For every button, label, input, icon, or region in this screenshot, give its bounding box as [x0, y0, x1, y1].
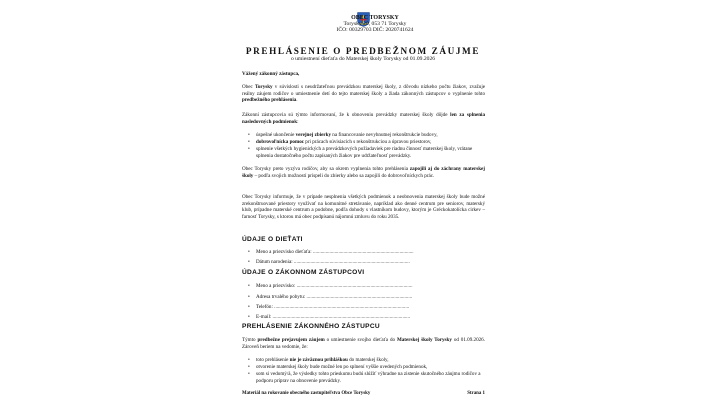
- info-paragraph: Obec Torysky informuje, že v prípade nesplnenia všetkých podmienok a neobnovenia materskej školy bude možné zrekonštruované priestory využívať na komunitné stretávanie, napríklad ako denné centrum pre seniorov, materský klub, prípadne materské centrum a podobne, podľa dohody s vlastníkom budovy, ktorým je Gréckokatolícka cirkev – farnosť Torysky, s ktorou má obec podpísanú nájomnú zmluvu do roku 2035.: [242, 194, 485, 220]
- declaration-section-heading: PREHLÁSENIE ZÁKONNÉHO ZÁSTUPCU: [242, 323, 380, 330]
- declaration-paragraph: Týmto predbežne prejavujem záujem o umiestnenie svojho dieťaťa do Materskej školy Torysky od 01.09.2026. Zároveň beriem na vedomie, že:: [242, 337, 485, 350]
- intro-paragraph: Obec Torysky v súvislosti s neudržateľnou prevádzkou materskej školy, z dôvodu nízkeho počtu žiakov, zvažuje reálny záujem rodičov o umiestnenie detí do tejto materskej školy a žiada zákonných zástupcov o vyplnenie tohto predbežného prehlásenia.: [242, 84, 485, 103]
- document-title: PREHLÁSENIE O PREDBEŽNOM ZÁUJME: [245, 46, 481, 56]
- org-name: OBEC TORYSKY: [351, 15, 399, 21]
- guardian-section-heading: ÚDAJE O ZÁKONNOM ZÁSTUPCOVI: [242, 269, 365, 276]
- page-number: Strana 1: [467, 391, 485, 396]
- org-address: Torysky 20, 053 71 Torysky: [343, 21, 407, 27]
- document-subtitle: o umiestnení dieťaťa do Materskej školy Torysky od 01.09.2026: [290, 56, 436, 62]
- appeal-paragraph: Obec Torysky preto vyzýva rodičov, aby sa okrem vyplnenia tohto prehlásenia zapojili aj do záchrany materskej školy – podľa svojich možností prispeli do zbierky alebo sa zapojili do dobrovoľníckych prác.: [242, 166, 485, 179]
- conditions-intro: Zákonní zástupcovia sú týmto informovaní, že k obnoveniu prevádzky materskej školy dôjde len za splnenia nasledovných podmienok:: [242, 112, 485, 125]
- footer-left: Materiál na rokovanie obecného zastupiteľstva Obce Torysky: [242, 391, 371, 396]
- page-footer: [242, 391, 485, 396]
- child-section-heading: ÚDAJE O DIEŤATI: [242, 236, 303, 243]
- salutation: Vážený zákonný zástupca,: [242, 71, 300, 77]
- org-ids: IČO: 00329703 DIČ: 2020741624: [336, 27, 414, 33]
- document-page: OBEC TORYSKY Torysky 20, 053 71 Torysky IČO: 00329703 DIČ: 2020741624 PREHLÁSENIE O PREDBEŽNOM ZÁUJME o umiestnení dieťaťa do Materskej školy Torysky od 01.09.2026 Vážený zákonný zástupca, Obec Torysky v súvislosti s neudržateľnou prevádzkou materskej školy, z dôvodu nízkeho počtu žiakov, zvažuje reálny záujem rodičov o umiestnenie detí do tejto materskej školy a žiada zákonných zástupcov o vyplnenie tohto predbežného prehlásenia. Zákonní zástupcovia sú týmto informovaní, že k obnoveniu prevádzky materskej školy dôjde len za splnenia nasledovných podmienok: • úspešné ukončenie verejnej zbierky na financovanie nevyhnutnej rekonštrukcie budovy, • dobrovoľnícka pomoc pri prácach súvisiacich s rekonštrukciou a úpravou priestorov, • splnenie všetkých hygienických a prevádzkových požiadaviek pre riadnu činnosť materskej školy, vrátane splnenia dostatočného počtu zapísaných žiakov pre udržateľnosť prevádzky. Obec Torysky preto vyzýva rodičov, aby sa okrem vyplnenia tohto prehlásenia zapojili aj do záchrany materskej školy – podľa svojich možností prispeli do zbierky alebo sa zapojili do dobrovoľníckych prác. Obec Torysky informuje, že v prípade nesplnenia všetkých podmienok a neobnovenia materskej školy bude možné zrekonštruované priestory využívať na komunitné stretávanie, napríklad ako denné centrum pre seniorov, materský klub, prípadne materské centrum a podobne, podľa dohody s vlastníkom budovy, ktorým je Gréckokatolícka cirkev – farnosť Torysky, s ktorou má obec podpísanú nájomnú zmluvu do roku 2035. ÚDAJE O DIEŤATI • Meno a priezvisko dieťaťa: ............................................................................... • Dátum narodenia: ........................................................................................... ÚDAJE O ZÁKONNOM ZÁSTUPCOVI • Meno a priezvisko: ........................................................................................... • Adresa trvalého pobytu: ................................................................................... • Telefón: .......................................................................................................... • E-mail: ............................................................................................................ PREHLÁSENIE ZÁKONNÉHO ZÁSTUPCU Týmto predbežne prejavujem záujem o umiestnenie svojho dieťaťa do Materskej školy Torysky od 01.09.2026. Zároveň beriem na vedomie, že: • toto prehlásenie nie je záväznou prihláškou do materskej školy, • otvorenie materskej školy bude možné len po splnení vyššie uvedených podmienok, • som si vedomý/á, že výsledky tohto prieskumu budú slúžiť výhradne na zistenie skutočného záujmu rodičov a podporu príprav na obnovenie prevádzky. Materiál na rokovanie obecného zastupiteľstva Obce Torysky Strana 1: [238, 0, 488, 420]
